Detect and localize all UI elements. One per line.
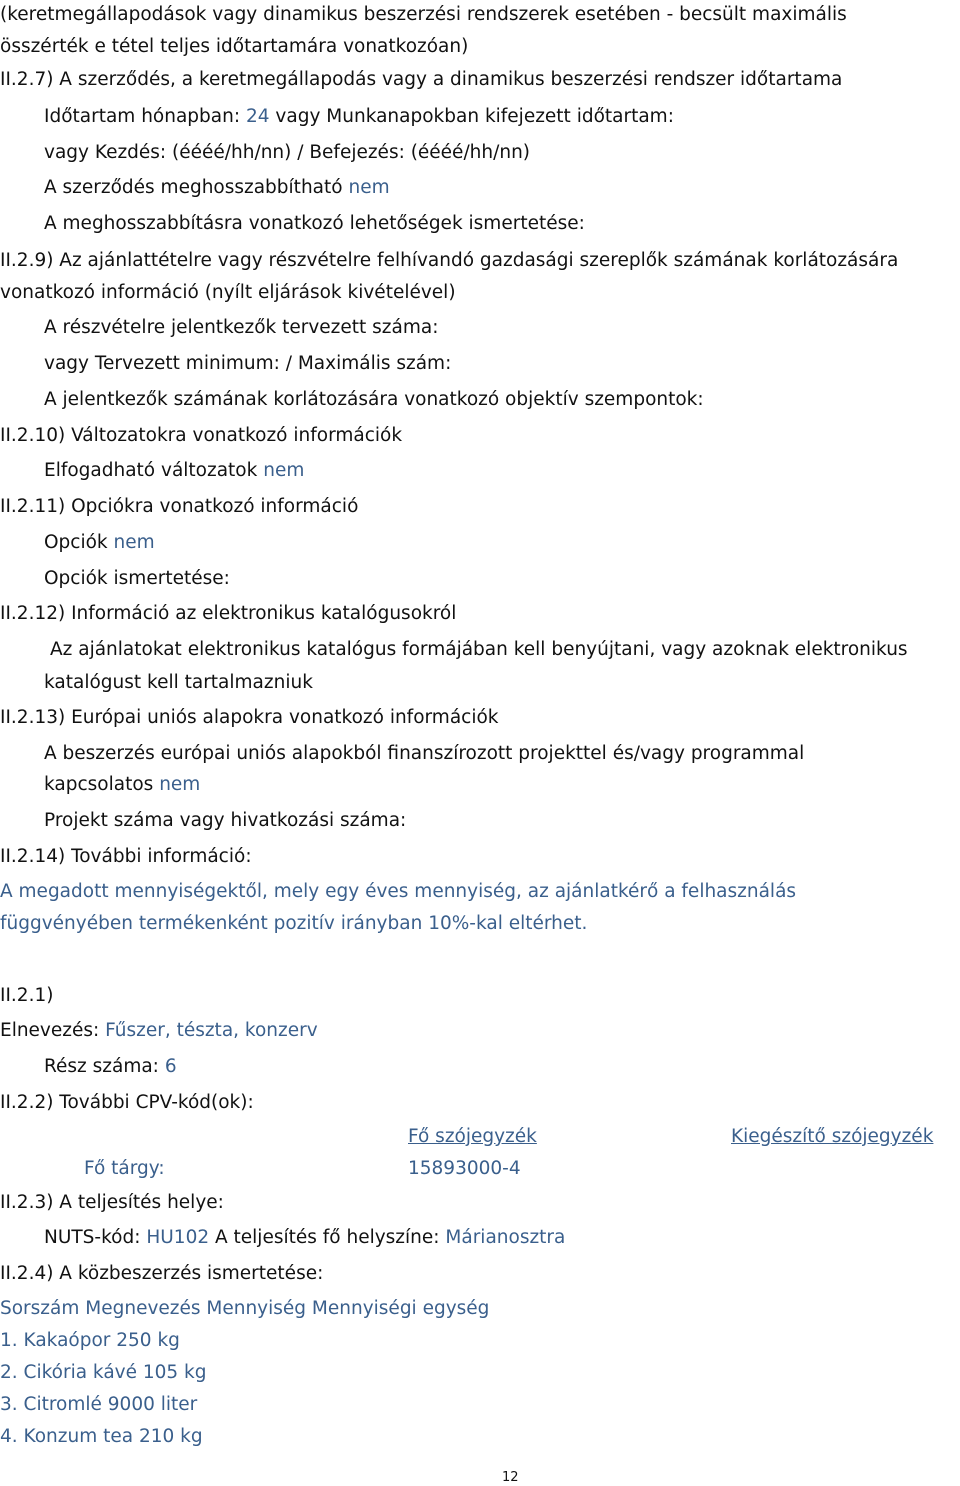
cpv-row-label: Fő tárgy: [84, 1158, 165, 1179]
text-line: Projekt száma vagy hivatkozási száma: [44, 810, 407, 831]
cpv-supplementary-header: Kiegészítő szójegyzék [731, 1126, 934, 1147]
text-line: összérték e tétel teljes időtartamára vonatkozóan) [0, 36, 469, 57]
text-line: katalógust kell tartalmazniuk [44, 672, 313, 693]
section-heading: II.2.4) A közbeszerzés ismertetése: [0, 1263, 324, 1284]
text-line: vagy Tervezett minimum: / Maximális szám: [44, 353, 452, 374]
section-heading: II.2.11) Opciókra vonatkozó információ [0, 496, 359, 517]
variants-value: nem [263, 460, 305, 481]
lot-value: 6 [164, 1056, 177, 1077]
section-heading: II.2.13) Európai uniós alapokra vonatkozó információk [0, 707, 499, 728]
additional-info-text: A megadott mennyiségektől, mely egy éves mennyiség, az ajánlatkérő a felhasználás [0, 881, 797, 902]
items-table-header: Sorszám Megnevezés Mennyiség Mennyiségi egység [0, 1298, 490, 1319]
section-heading: II.2.2) További CPV-kód(ok): [0, 1092, 254, 1113]
text-line: (keretmegállapodások vagy dinamikus beszerzési rendszerek esetében - becsült maximális [0, 4, 847, 25]
section-heading: II.2.14) További információ: [0, 846, 252, 867]
section-heading: II.2.9) Az ajánlattételre vagy részvételre felhívandó gazdasági szereplők számának korlátozására [0, 250, 899, 271]
variants-label: Elfogadható változatok [44, 460, 258, 481]
duration-value: 24 [245, 106, 270, 127]
cpv-row-code: 15893000-4 [408, 1158, 521, 1179]
text-line: A beszerzés európai uniós alapokból finanszírozott projekttel és/vagy programmal [44, 743, 805, 764]
title-label: Elnevezés: [0, 1020, 100, 1041]
text-line: vagy Kezdés: (éééé/hh/nn) / Befejezés: (éééé/hh/nn) [44, 142, 531, 163]
eu-funds-value: nem [159, 774, 201, 795]
options-line [44, 531, 155, 555]
workdays-label: vagy Munkanapokban kifejezett időtartam: [275, 106, 674, 127]
section-heading: II.2.12) Információ az elektronikus katalógusokról [0, 603, 457, 624]
list-item: 4. Konzum tea 210 kg [0, 1426, 203, 1447]
cpv-main-header: Fő szójegyzék [408, 1126, 537, 1147]
options-value: nem [113, 532, 155, 553]
section-heading: II.2.7) A szerződés, a keretmegállapodás vagy a dinamikus beszerzési rendszer időtartama [0, 69, 843, 90]
list-item: 3. Citromlé 9000 liter [0, 1394, 198, 1415]
text-line: A jelentkezők számának korlátozására vonatkozó objektív szempontok: [44, 389, 704, 410]
list-item: 1. Kakaópor 250 kg [0, 1330, 180, 1351]
extension-label: A szerződés meghosszabbítható [44, 177, 343, 198]
section-heading: II.2.1) [0, 985, 54, 1006]
nuts-label: NUTS-kód: [44, 1227, 141, 1248]
extension-value: nem [348, 177, 390, 198]
additional-info-text: függvényében termékenként pozitív irányban 10%-kal eltérhet. [0, 913, 588, 934]
options-label: Opciók [44, 532, 108, 553]
text-line: A meghosszabbításra vonatkozó lehetőségek ismertetése: [44, 213, 585, 234]
page-number: 12 [502, 1470, 519, 1485]
nuts-value: HU102 [146, 1227, 210, 1248]
text-line: Opciók ismertetése: [44, 568, 230, 589]
lot-label: Rész száma: [44, 1056, 159, 1077]
list-item: 2. Cikória kávé 105 kg [0, 1362, 207, 1383]
extension-line [44, 176, 390, 200]
site-value: Márianosztra [445, 1227, 566, 1248]
variants-line [44, 459, 304, 483]
text-line: Az ajánlatokat elektronikus katalógus formájában kell benyújtani, vagy azoknak elektronikus [50, 639, 908, 660]
site-label: A teljesítés fő helyszíne: [215, 1227, 440, 1248]
nuts-line [44, 1226, 565, 1250]
duration-label: Időtartam hónapban: [44, 106, 241, 127]
lot-line [44, 1055, 177, 1079]
section-heading: II.2.3) A teljesítés helye: [0, 1192, 224, 1213]
section-heading: II.2.10) Változatokra vonatkozó információk [0, 425, 403, 446]
eu-funds-label: kapcsolatos [44, 774, 154, 795]
text-line: A részvételre jelentkezők tervezett száma: [44, 317, 439, 338]
duration-line [44, 105, 674, 129]
title-value: Fűszer, tészta, konzerv [105, 1020, 318, 1041]
text-line: vonatkozó információ (nyílt eljárások kivételével) [0, 282, 456, 303]
eu-funds-line [44, 773, 200, 797]
title-line [0, 1019, 318, 1043]
